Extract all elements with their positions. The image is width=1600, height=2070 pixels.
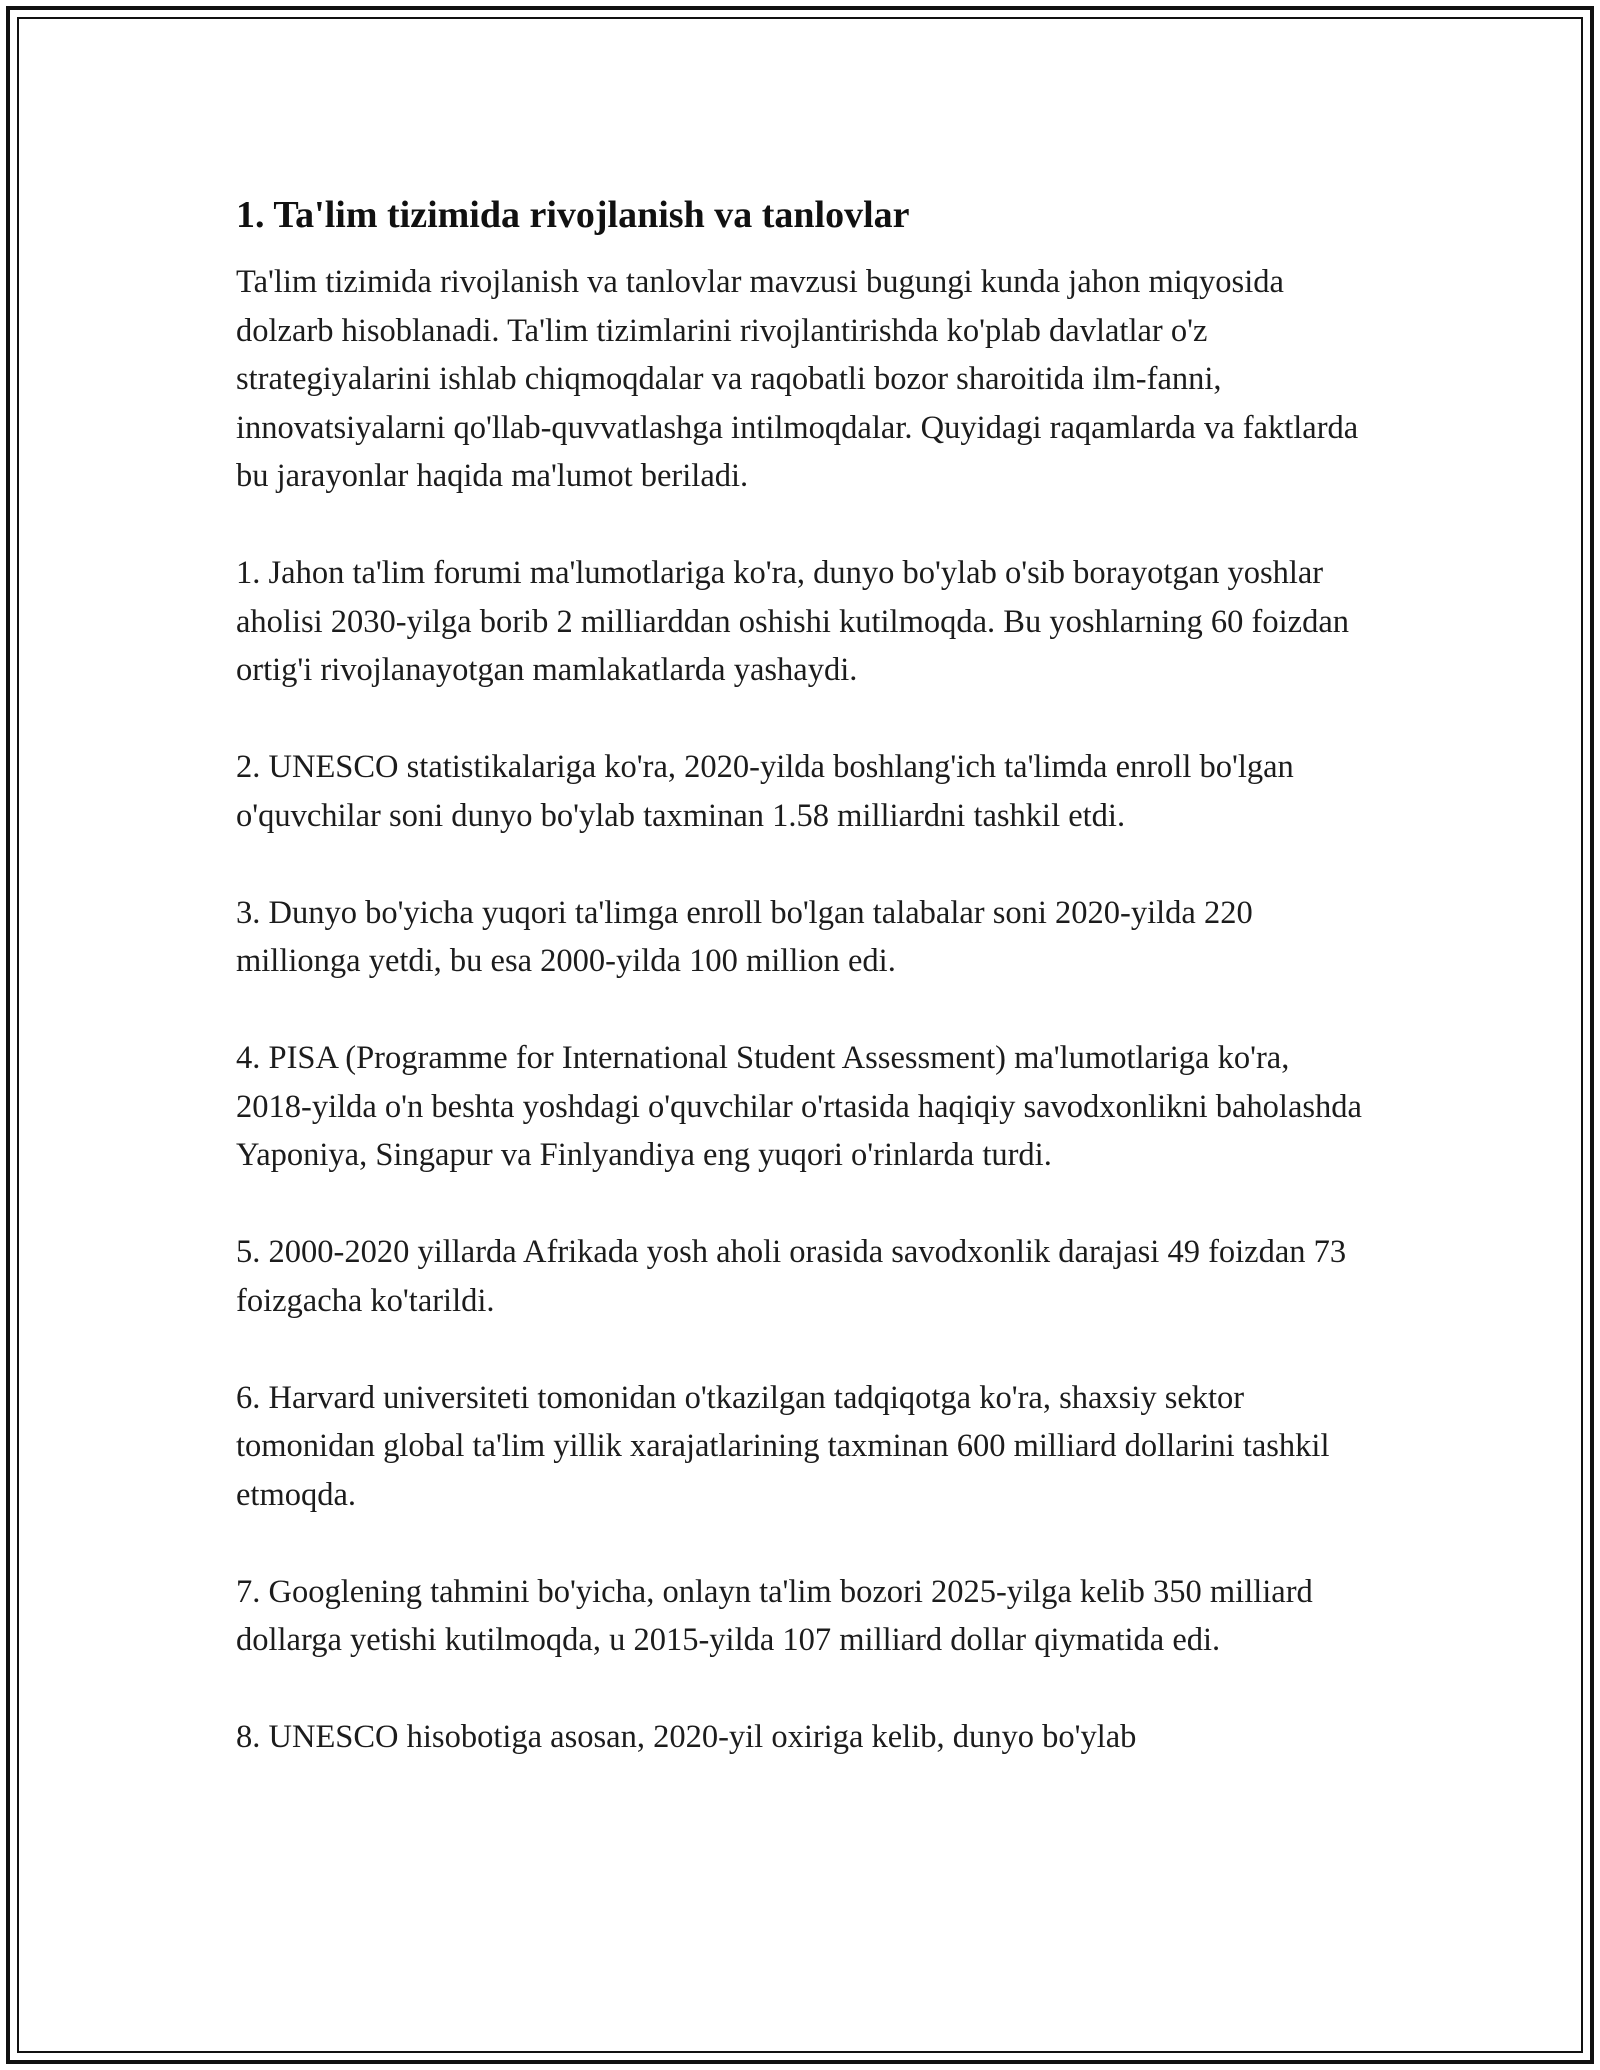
fact-paragraph-4: 4. PISA (Programme for International Student Assessment) ma'lumotlariga ko'ra, 2018-yilda o'n beshta yoshdagi o'quvchilar o'rtasida haqiqiy savodxonlikni baholashda Yaponiya, Singapur va Finlyandiya eng yuqori o'rinlarda turdi. bbox=[236, 1040, 1362, 1173]
fact-paragraph-8: 8. UNESCO hisobotiga asosan, 2020-yil oxiriga kelib, dunyo bo'ylab bbox=[236, 1719, 1137, 1755]
fact-paragraph-3: 3. Dunyo bo'yicha yuqori ta'limga enroll bo'lgan talabalar soni 2020-yilda 220 millionga yetdi, bu esa 2000-yilda 100 million edi. bbox=[236, 894, 1253, 979]
fact-paragraph-1: 1. Jahon ta'lim forumi ma'lumotlariga ko'ra, dunyo bo'ylab o'sib borayotgan yoshlar aholisi 2030-yilga borib 2 milliarddan oshishi kutilmoqda. Bu yoshlarning 60 foizdan ortig'i rivojlanayotgan mamlakatlarda yashaydi. bbox=[236, 555, 1349, 688]
fact-paragraph-5: 5. 2000-2020 yillarda Afrikada yosh aholi orasida savodxonlik darajasi 49 foizdan 73 foizgacha ko'tarildi. bbox=[236, 1234, 1347, 1319]
fact-paragraph-6: 6. Harvard universiteti tomonidan o'tkazilgan tadqiqotga ko'ra, shaxsiy sektor tomonidan global ta'lim yillik xarajatlarining taxminan 600 milliard dollarini tashkil etmoqda. bbox=[236, 1379, 1330, 1513]
fact-paragraph-7: 7. Googlening tahmini bo'yicha, onlayn ta'lim bozori 2025-yilga kelib 350 milliard dollarga yetishi kutilmoqda, u 2015-yilda 107 milliard dollar qiymatida edi. bbox=[236, 1573, 1313, 1658]
document-body bbox=[236, 188, 1366, 1810]
fact-paragraph-2: 2. UNESCO statistikalariga ko'ra, 2020-yilda boshlang'ich ta'limda enroll bo'lgan o'quvchilar soni dunyo bo'ylab taxminan 1.58 milliardni tashkil etdi. bbox=[236, 749, 1294, 834]
section-heading: 1. Ta'lim tizimida rivojlanish va tanlovlar bbox=[236, 194, 910, 236]
intro-paragraph: Ta'lim tizimida rivojlanish va tanlovlar mavzusi bugungi kunda jahon miqyosida dolzarb hisoblanadi. Ta'lim tizimlarini rivojlantirishda ko'plab davlatlar o'z strategiyalarini ishlab chiqmoqdalar va raqobatli bozor sharoitida ilm-fanni, innovatsiyalarni qo'llab-quvvatlashga intilmoqdalar. Quyidagi raqamlarda va faktlarda bu jarayonlar haqida ma'lumot beriladi. bbox=[236, 264, 1359, 494]
